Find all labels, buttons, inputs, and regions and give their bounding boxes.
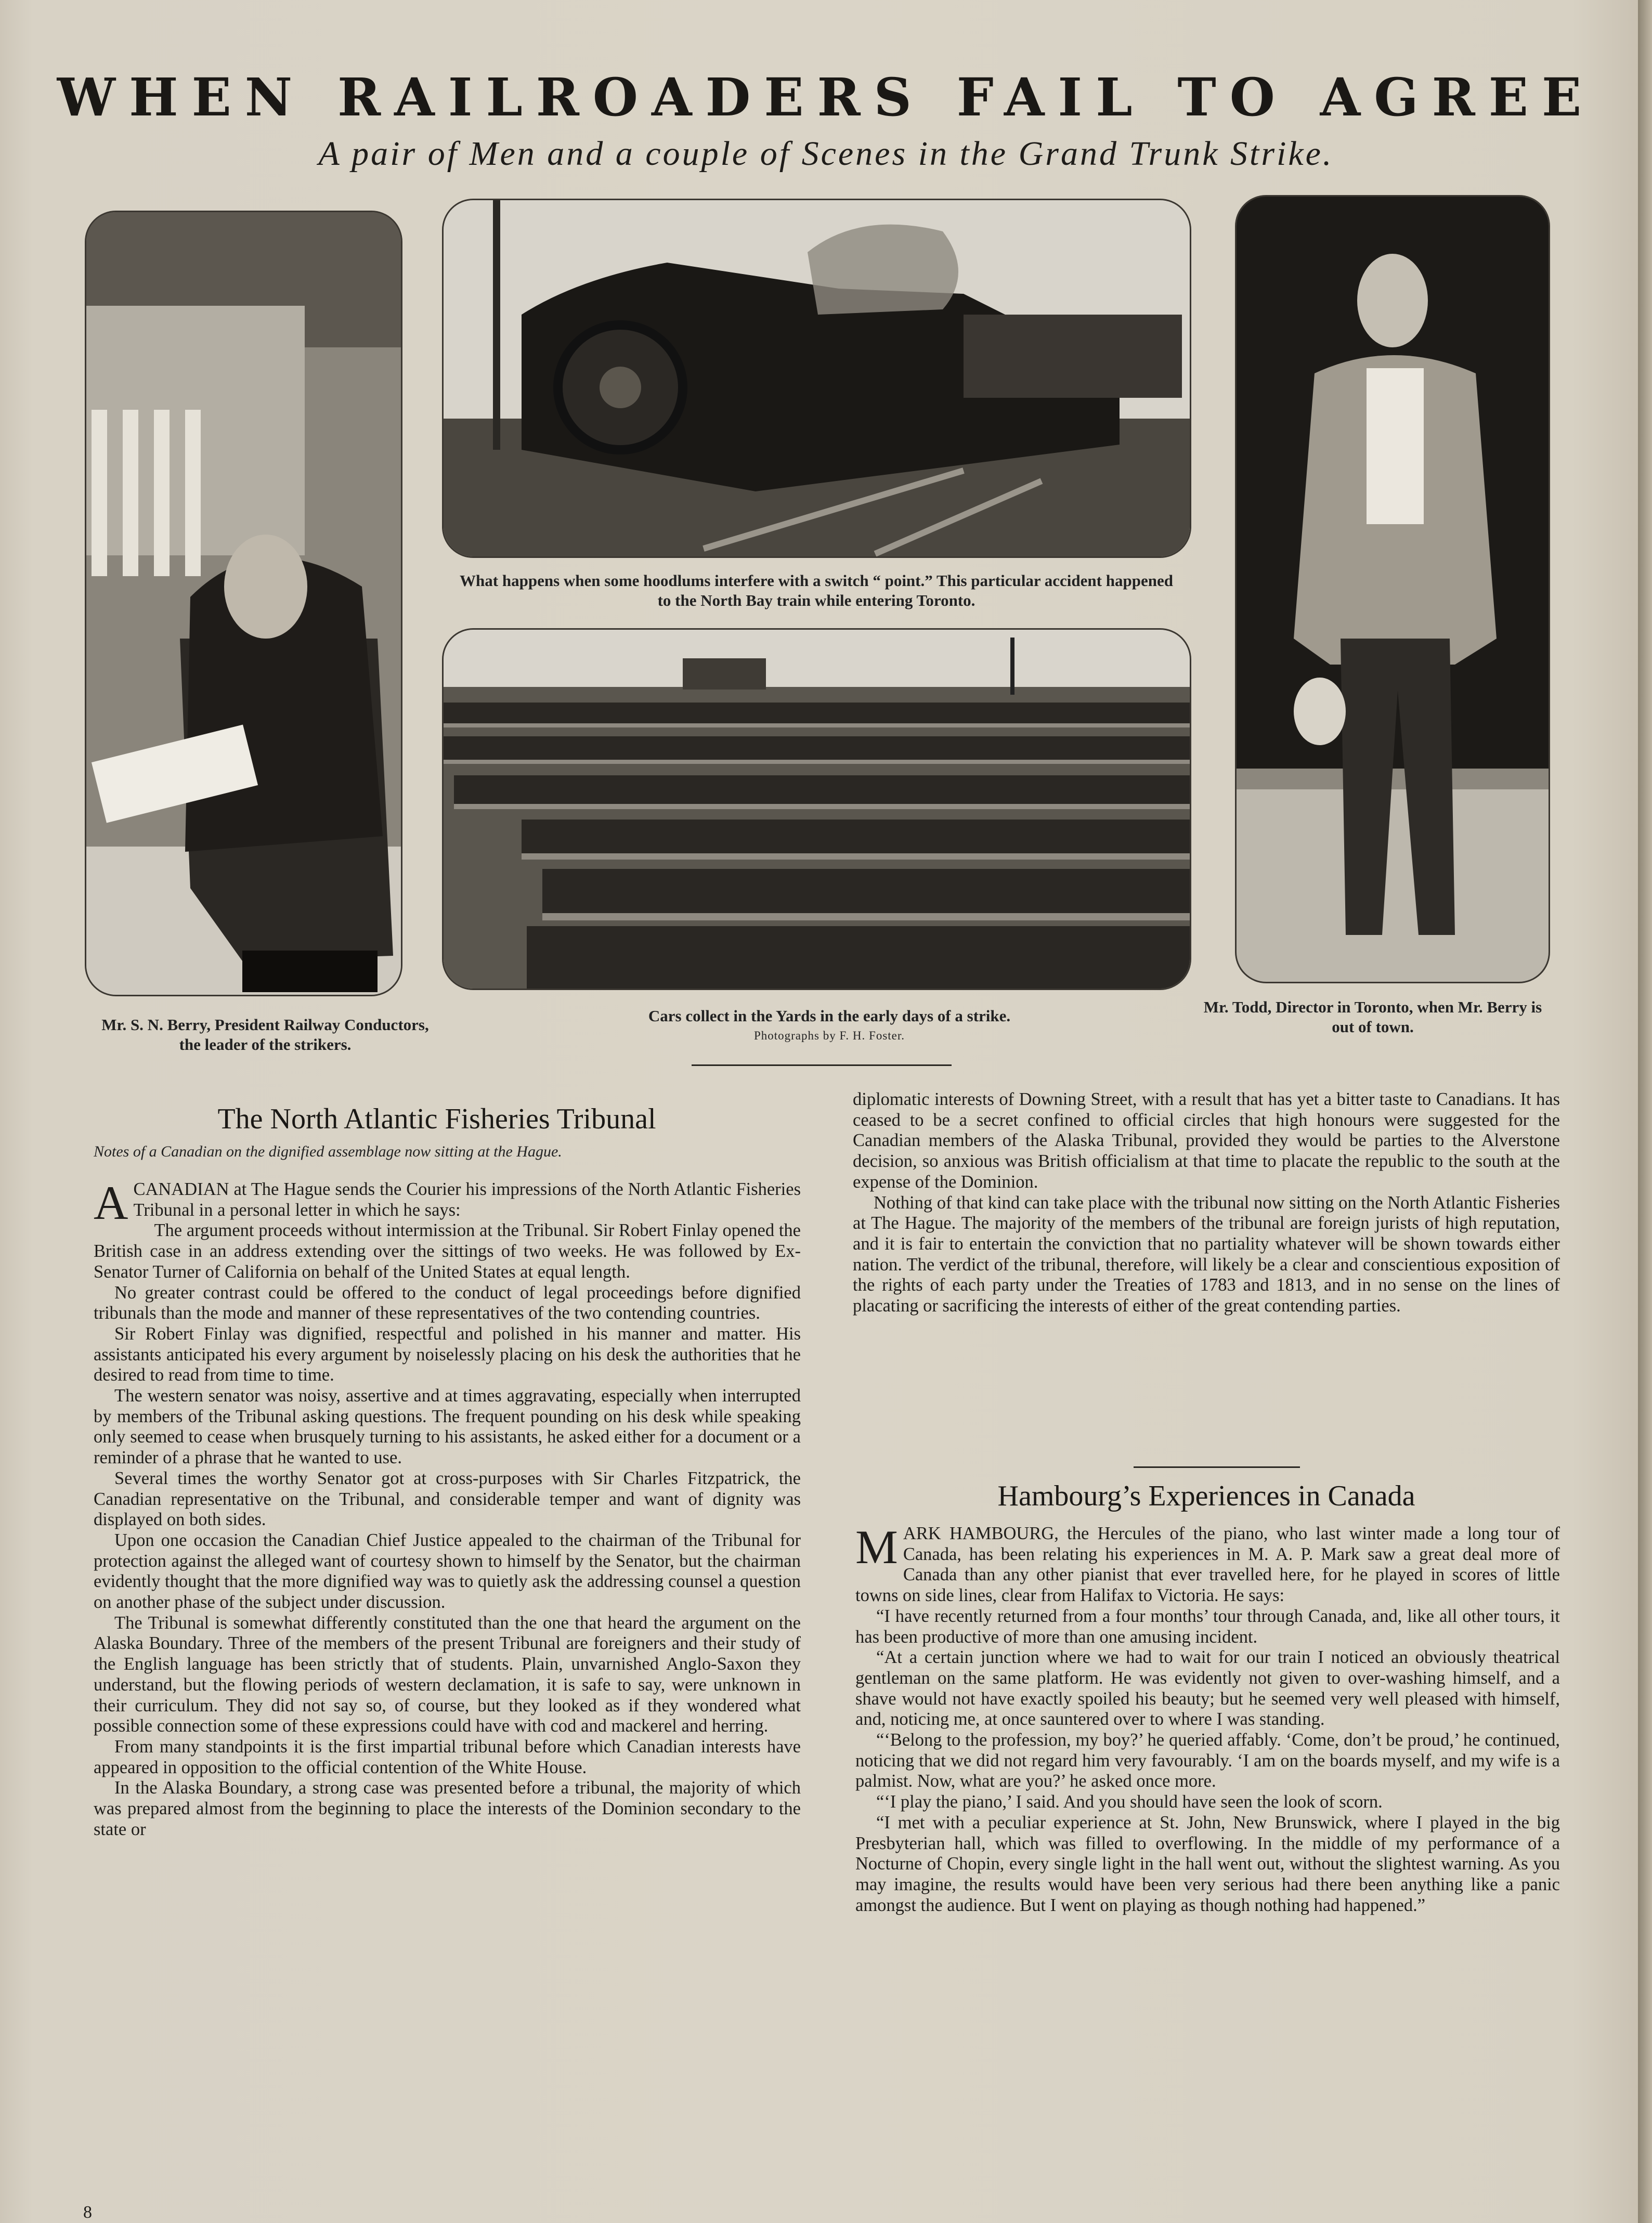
fisheries-paragraph: The argument proceeds without intermission at the Tribunal. Sir Robert Finlay opened the British case in an address extending over the sittings of two weeks. He was followed by Ex-Senator Turner of California on behalf of the United States at equal length. xyxy=(94,1220,801,1282)
fisheries-paragraph: diplomatic interests of Downing Street, with a result that has yet a bitter taste to Canadians. It has ceased to be a secret confined to official circles that high honours were suggested for the Canadian members of the Alaska Tribunal, provided they would be parties to the Alverstone decision, so anxious was British officialism at that time to placate the republic to the south at the expense of the Dominion. xyxy=(853,1089,1560,1192)
hambourg-column xyxy=(855,1520,1560,1916)
binding-edge xyxy=(1638,0,1652,2223)
photo-rail-yards xyxy=(442,628,1191,990)
fisheries-paragraph: From many standpoints it is the first impartial tribunal before which Canadian interests have appeared in opposition to the official contention of the White House. xyxy=(94,1736,801,1777)
photo-credit: Photographs by F. H. Foster. xyxy=(753,1029,905,1042)
hambourg-dropcap: M xyxy=(855,1520,898,1574)
hambourg-paragraph: “I met with a peculiar experience at St. John, New Brunswick, where I played in the big Presbyterian hall, which was filled to overflowing. In the middle of my performance of a Nocturne of Chopin, every single light in the hall went out, without the slightest warning. As you may imagine, the results would have been very serious had there been anything like a panic amongst the audience. But I went on playing as though nothing had happened.” xyxy=(855,1812,1560,1915)
page-number: 8 xyxy=(83,2203,92,2222)
caption-wreck: What happens when some hoodlums interfere with a switch “ point.” This particular accident happened to the North Bay train while entering Toronto. xyxy=(460,571,1173,609)
caption-yards xyxy=(541,1006,1118,1046)
fisheries-paragraph: Sir Robert Finlay was dignified, respectful and polished in his manner and matter. His assistants anticipated his every argument by noiselessly placing on his desk the authorities that he desired to read from time to time. xyxy=(94,1323,801,1385)
fisheries-title: The North Atlantic Fisheries Tribunal xyxy=(217,1103,656,1135)
fisheries-paragraph: In the Alaska Boundary, a strong case was presented before a tribunal, the majority of which was prepared almost from the beginning to place the interests of the Dominion secondary to the state or xyxy=(94,1778,801,1839)
caption-yards-text: Cars collect in the Yards in the early days of a strike. xyxy=(648,1007,1011,1025)
fisheries-paragraph: Several times the worthy Senator got at cross-purposes with Sir Charles Fitzpatrick, the Canadian representative on the Tribunal, and considerable temper and want of dignity was displayed on both sides. xyxy=(94,1468,801,1530)
hambourg-paragraph: “At a certain junction where we had to wait for our train I noticed an obviously theatrical gentleman on the same platform. He was evidently not given to over-washing himself, and a shave would not have exactly spoiled his beauty; but he seemed very well pleased with himself, and, noticing me, at once sauntered over to where I was standing. xyxy=(855,1647,1560,1730)
caption-berry: Mr. S. N. Berry, President Railway Conductors, the leader of the strikers. xyxy=(101,1016,429,1054)
fisheries-column-left xyxy=(94,1176,801,1840)
fisheries-paragraph: The western senator was noisy, assertive and at times aggravating, especially when interrupted by members of the Tribunal asking questions. The frequent pounding on his desk while speaking only seemed to cease when brusquely turning to his assistants, he asked either for a document or a reminder of a phrase that he wanted to use. xyxy=(94,1386,801,1468)
fisheries-paragraph: No greater contrast could be offered to the conduct of legal proceedings before dignified tribunals than the mode and manner of these representatives of the two contending countries. xyxy=(94,1282,801,1323)
page-headline: WHEN RAILROADERS FAIL TO AGREE xyxy=(57,67,1595,128)
hambourg-paragraph: “I have recently returned from a four months’ tour through Canada, and, like all other tours, it has been productive of more than one amusing incident. xyxy=(855,1606,1560,1647)
fisheries-column-right xyxy=(853,1089,1560,1317)
section-divider-right xyxy=(1134,1466,1300,1468)
fisheries-paragraph: ACANADIAN at The Hague sends the Courier his impressions of the North Atlantic Fisheries Tribunal in a personal letter in which he says: xyxy=(94,1176,801,1229)
hambourg-title: Hambourg’s Experiences in Canada xyxy=(997,1480,1415,1512)
fisheries-paragraph: The Tribunal is somewhat differently constituted than the one that heard the argument on the Alaska Boundary. Three of the members of the present Tribunal are foreigners and their study of the English language has been strictly that of students. Plain, unvarnished Anglo-Saxon they understand, but the flowing periods of western declamation, it is safe to say, were unknown in their curriculum. They did not say so, of course, but they looked as if they wondered what possible connection some of these expressions could have with cod and mackerel and herring. xyxy=(94,1613,801,1736)
hambourg-paragraph: “‘I play the piano,’ I said. And you should have seen the look of scorn. xyxy=(876,1792,1383,1812)
fisheries-paragraph: Nothing of that kind can take place with the tribunal now sitting on the North Atlantic Fisheries at The Hague. The majority of the members of the tribunal are foreign jurists of high reputation, and it is fair to entertain the conviction that no partiality whatever will be shown towards either nation. The verdict of the tribunal, therefore, will likely be a clear and conscientious exposition of the rights of each party under the Treaties of 1783 and 1813, and in no sense on the lines of placating or sacrificing the interests of either of the great contending parties. xyxy=(853,1192,1560,1316)
hambourg-paragraph: “‘Belong to the profession, my boy?’ he queried affably. ‘Come, don’t be proud,’ he continued, noticing that we did not regard him very favourably. ‘I am on the boards myself, and my wife is a palmist. Now, what are you?’ he asked once more. xyxy=(855,1730,1560,1791)
section-divider-top xyxy=(692,1064,952,1066)
fisheries-paragraph: Upon one occasion the Canadian Chief Justice appealed to the chairman of the Tribunal for protection against the alleged want of courtesy shown to himself by the Senator, but the chairman evidently thought that the more dignified way was to quietly ask the addressing counsel a question on another phase of the subject under discussion. xyxy=(94,1530,801,1613)
fisheries-subtitle: Notes of a Canadian on the dignified assemblage now sitting at the Hague. xyxy=(94,1143,562,1160)
caption-todd: Mr. Todd, Director in Toronto, when Mr. Berry is out of town. xyxy=(1203,998,1542,1036)
fisheries-dropcap: A xyxy=(94,1176,128,1229)
photo-todd xyxy=(1235,195,1550,983)
hambourg-paragraph: MARK HAMBOURG, the Hercules of the piano, who last winter made a long tour of Canada, has been relating his experiences in M. A. P. Mark saw a great deal more of Canada than any other pianist that ever travelled here, for he played in scores of little towns on side lines, clear from Halifax to Victoria. He says: xyxy=(855,1520,1560,1606)
photo-train-wreck xyxy=(442,199,1191,558)
photo-berry xyxy=(85,211,402,996)
page-subheadline: A pair of Men and a couple of Scenes in the Grand Trunk Strike. xyxy=(318,135,1334,173)
